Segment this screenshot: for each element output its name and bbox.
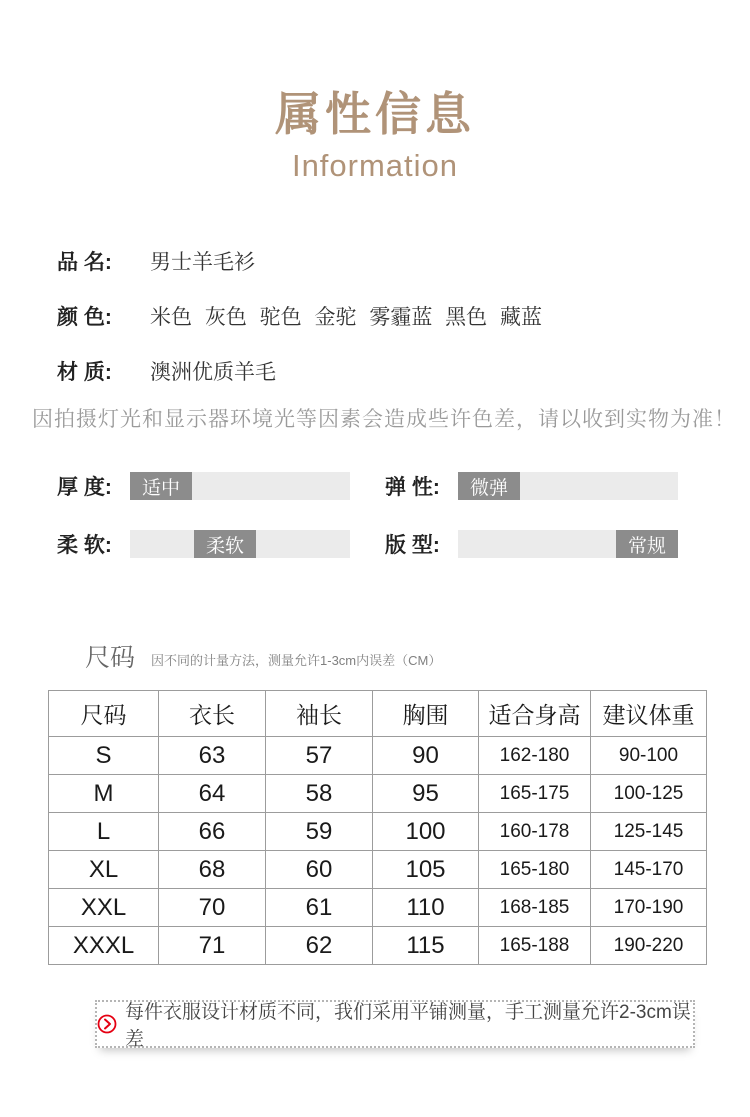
size-heading: 尺码 (85, 644, 136, 672)
table-cell: XXL (49, 889, 159, 927)
slider-track (130, 472, 350, 500)
table-cell: 59 (266, 813, 373, 851)
color-disclaimer-text: 因拍摄灯光和显示器环境光等因素会造成些许色差，请以收到实物为准！ (32, 408, 736, 431)
slider-label: 厚 度: (57, 476, 112, 499)
table-cell: 63 (159, 737, 266, 775)
table-cell: 160-178 (479, 813, 591, 851)
page-subtitle: Information (291, 148, 459, 183)
table-header-row (49, 691, 707, 737)
table-cell: 71 (159, 927, 266, 965)
attr-label: 材 质: (57, 361, 112, 384)
table-cell: L (49, 813, 159, 851)
table-header-cell: 尺码 (49, 691, 159, 737)
table-row (49, 813, 707, 851)
slider-label: 弹 性: (385, 476, 440, 499)
size-section-header (85, 638, 441, 674)
slider-label: 版 型: (385, 534, 440, 557)
slider-fit (385, 530, 678, 558)
slider-badge: 常规 (616, 530, 678, 558)
table-cell: 61 (266, 889, 373, 927)
table-cell: S (49, 737, 159, 775)
slider-track (458, 472, 678, 500)
table-row (49, 851, 707, 889)
table-cell: 95 (373, 775, 479, 813)
table-cell: 168-185 (479, 889, 591, 927)
table-cell: 62 (266, 927, 373, 965)
table-cell: 60 (266, 851, 373, 889)
attr-value: 澳洲优质羊毛 (150, 361, 276, 384)
slider-thickness (57, 472, 350, 500)
table-cell: 105 (373, 851, 479, 889)
title-block (0, 78, 750, 184)
table-cell: 125-145 (591, 813, 707, 851)
table-row (49, 889, 707, 927)
attr-value: 男士羊毛衫 (150, 251, 255, 274)
table-cell: 70 (159, 889, 266, 927)
table-cell: XL (49, 851, 159, 889)
table-cell: 165-175 (479, 775, 591, 813)
table-header-cell: 衣长 (159, 691, 266, 737)
slider-elasticity (385, 472, 678, 500)
slider-softness (57, 530, 350, 558)
measurement-note-text: 每件衣服设计材质不同，我们采用平铺测量，手工测量允许2-3cm误差 (125, 1002, 691, 1050)
attr-label: 品 名: (57, 251, 112, 274)
table-cell: 110 (373, 889, 479, 927)
table-row (49, 737, 707, 775)
table-cell: 100 (373, 813, 479, 851)
slider-label: 柔 软: (57, 534, 112, 557)
table-cell: 66 (159, 813, 266, 851)
slider-track (458, 530, 678, 558)
table-row (49, 927, 707, 965)
table-header-cell: 适合身高 (479, 691, 591, 737)
slider-badge: 微弹 (458, 472, 520, 500)
table-header-cell: 胸围 (373, 691, 479, 737)
table-cell: 90 (373, 737, 479, 775)
slider-track (130, 530, 350, 558)
table-cell: 115 (373, 927, 479, 965)
table-cell: 57 (266, 737, 373, 775)
table-row (49, 775, 707, 813)
table-cell: 170-190 (591, 889, 707, 927)
attr-label: 颜 色: (57, 306, 112, 329)
attribute-list (57, 246, 542, 411)
table-cell: 100-125 (591, 775, 707, 813)
table-cell: 162-180 (479, 737, 591, 775)
attr-value: 米色 灰色 驼色 金驼 雾霾蓝 黑色 藏蓝 (150, 306, 543, 329)
table-cell: M (49, 775, 159, 813)
table-cell: 190-220 (591, 927, 707, 965)
table-cell: 165-180 (479, 851, 591, 889)
table-header-cell: 袖长 (266, 691, 373, 737)
attr-row-name (57, 246, 542, 276)
attr-row-color (57, 301, 542, 331)
size-measure-note: 因不同的计量方法，测量允许1-3cm内误差（CM） (151, 652, 442, 668)
table-cell: 58 (266, 775, 373, 813)
page-title: 属性信息 (275, 88, 475, 140)
size-table (48, 690, 707, 965)
slider-badge: 柔软 (194, 530, 256, 558)
table-cell: 145-170 (591, 851, 707, 889)
table-cell: 165-188 (479, 927, 591, 965)
table-cell: 64 (159, 775, 266, 813)
attr-row-material (57, 356, 542, 386)
table-cell: 90-100 (591, 737, 707, 775)
red-arrow-circle-icon (97, 1014, 117, 1034)
measurement-note-box (95, 1000, 695, 1048)
slider-badge: 适中 (130, 472, 192, 500)
table-cell: XXXL (49, 927, 159, 965)
table-header-cell: 建议体重 (591, 691, 707, 737)
table-cell: 68 (159, 851, 266, 889)
